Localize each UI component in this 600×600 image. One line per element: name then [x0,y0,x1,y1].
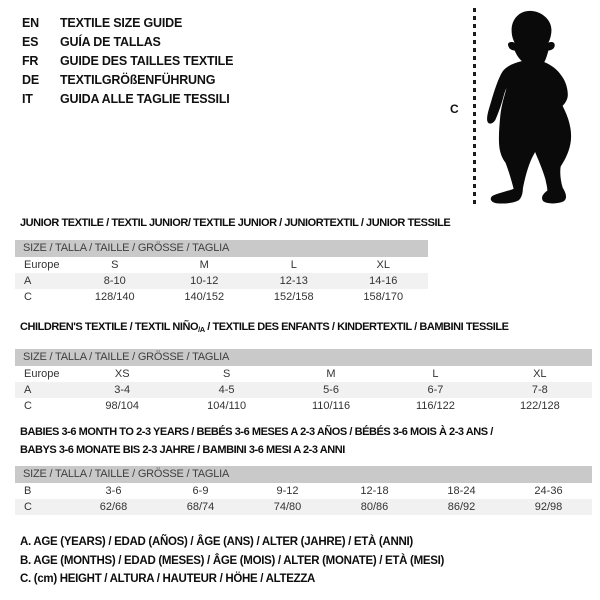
size-cell: 98/104 [105,400,140,412]
language-code: EN [22,16,39,30]
language-label: TEXTILGRÖßENFÜHRUNG [60,73,216,87]
size-cell: M [326,368,336,380]
size-cell: 10-12 [190,275,219,287]
size-cell: 5-6 [323,384,339,396]
size-cell: 6-9 [192,485,209,497]
junior-table-title: JUNIOR TEXTILE / TEXTIL JUNIOR/ TEXTILE JUNIOR / JUNIORTEXTIL / JUNIOR TESSILE [20,217,451,229]
language-code: ES [22,35,39,49]
size-cell: 86/92 [447,501,476,513]
language-row [22,33,233,52]
size-cell: M [199,259,209,271]
row-label: C [24,501,32,513]
size-cell: 116/122 [415,400,455,412]
legend-notes [20,533,444,589]
baby-silhouette-icon [484,6,576,209]
language-label: TEXTILE SIZE GUIDE [60,16,183,30]
row-label: B [24,485,32,497]
table-row [15,483,592,499]
table-row [15,382,592,398]
table-row [15,499,592,515]
size-cell: XL [376,259,390,271]
height-dashed-line [473,8,476,206]
size-cell: 140/152 [184,291,225,303]
size-cell: L [432,368,439,380]
size-cell: 3-6 [105,485,122,497]
size-cell: 9-12 [276,485,299,497]
size-cell: 24-36 [534,485,563,497]
size-cell: 12-18 [360,485,389,497]
note-line-c: C. (cm) HEIGHT / ALTURA / HAUTEUR / HÖHE / ALTEZZA [20,573,316,585]
babies-title-line: BABIES 3-6 MONTH TO 2-3 YEARS / BEBÉS 3-6 MESES A 2-3 AÑOS / BÉBÉS 3-6 MOIS À 2-3 ANS / [20,426,493,438]
size-cell: 68/74 [186,501,215,513]
language-list [22,14,233,109]
size-cell: 80/86 [360,501,389,513]
size-cell: 122/128 [519,400,560,412]
row-label: Europe [24,368,60,380]
children-title-part: / TEXTILE DES ENFANTS / KINDERTEXTIL / BAMBINI TESSILE [204,321,509,333]
size-table-header: SIZE / TALLA / TAILLE / GRÖSSE / TAGLIA [15,466,592,483]
size-cell: 110/116 [311,400,351,412]
size-cell: 7-8 [531,384,548,396]
size-cell: 12-13 [279,275,308,287]
table-row [15,289,428,305]
height-measure-label: C [450,102,459,116]
language-label: GUIDE DES TAILLES TEXTILE [60,54,234,68]
children-table-title [20,321,509,334]
language-row [22,71,233,90]
children-title-part: CHILDREN'S TEXTILE / TEXTIL NIÑO [20,321,199,333]
babies-table-title [20,423,493,459]
size-cell: S [111,259,119,271]
size-table-header: SIZE / TALLA / TAILLE / GRÖSSE / TAGLIA [15,240,428,257]
size-cell: 104/110 [207,400,247,412]
size-cell: 4-5 [218,384,235,396]
row-label: Europe [24,259,60,271]
size-cell: XL [533,368,547,380]
language-row [22,52,233,71]
language-code: FR [22,54,39,68]
language-label: GUIDA ALLE TAGLIE TESSILI [60,92,230,106]
size-cell: 18-24 [447,485,476,497]
size-cell: 74/80 [273,501,302,513]
size-cell: 92/98 [534,501,563,513]
junior-size-table [15,240,428,305]
table-row [15,366,592,382]
note-line-b: B. AGE (MONTHS) / EDAD (MESES) / ÂGE (MOIS) / ALTER (MONATE) / ETÀ (MESI) [20,554,445,567]
size-cell: 3-4 [114,384,131,396]
size-cell: 6-7 [427,384,444,396]
table-row [15,257,428,273]
language-code: DE [22,73,39,87]
language-label: GUÍA DE TALLAS [60,35,161,49]
size-cell: 8-10 [103,275,126,287]
size-table-header: SIZE / TALLA / TAILLE / GRÖSSE / TAGLIA [15,349,592,366]
language-code: IT [22,92,33,106]
size-cell: 128/140 [94,291,135,303]
language-row [22,14,233,33]
table-row [15,273,428,289]
row-label: A [24,384,32,396]
language-row [22,90,233,109]
note-line-a: A. AGE (YEARS) / EDAD (AÑOS) / ÂGE (ANS) / ALTER (JAHRE) / ETÀ (ANNI) [20,536,413,548]
size-cell: S [222,368,231,380]
size-cell: 14-16 [369,275,398,287]
row-label: C [24,291,32,303]
size-cell: L [290,259,297,271]
row-label: A [24,275,32,287]
size-cell: 62/68 [99,501,128,513]
babies-title-line: BABYS 3-6 MONATE BIS 2-3 JAHRE / BAMBINI 3-6 MESI A 2-3 ANNI [20,444,345,456]
babies-size-table [15,466,592,515]
size-cell: 152/158 [273,291,314,303]
size-cell: XS [114,368,130,380]
children-size-table [15,349,592,414]
size-cell: 158/170 [363,291,404,303]
table-row [15,398,592,414]
row-label: C [24,400,32,412]
children-title-subscript: /A [198,325,205,334]
